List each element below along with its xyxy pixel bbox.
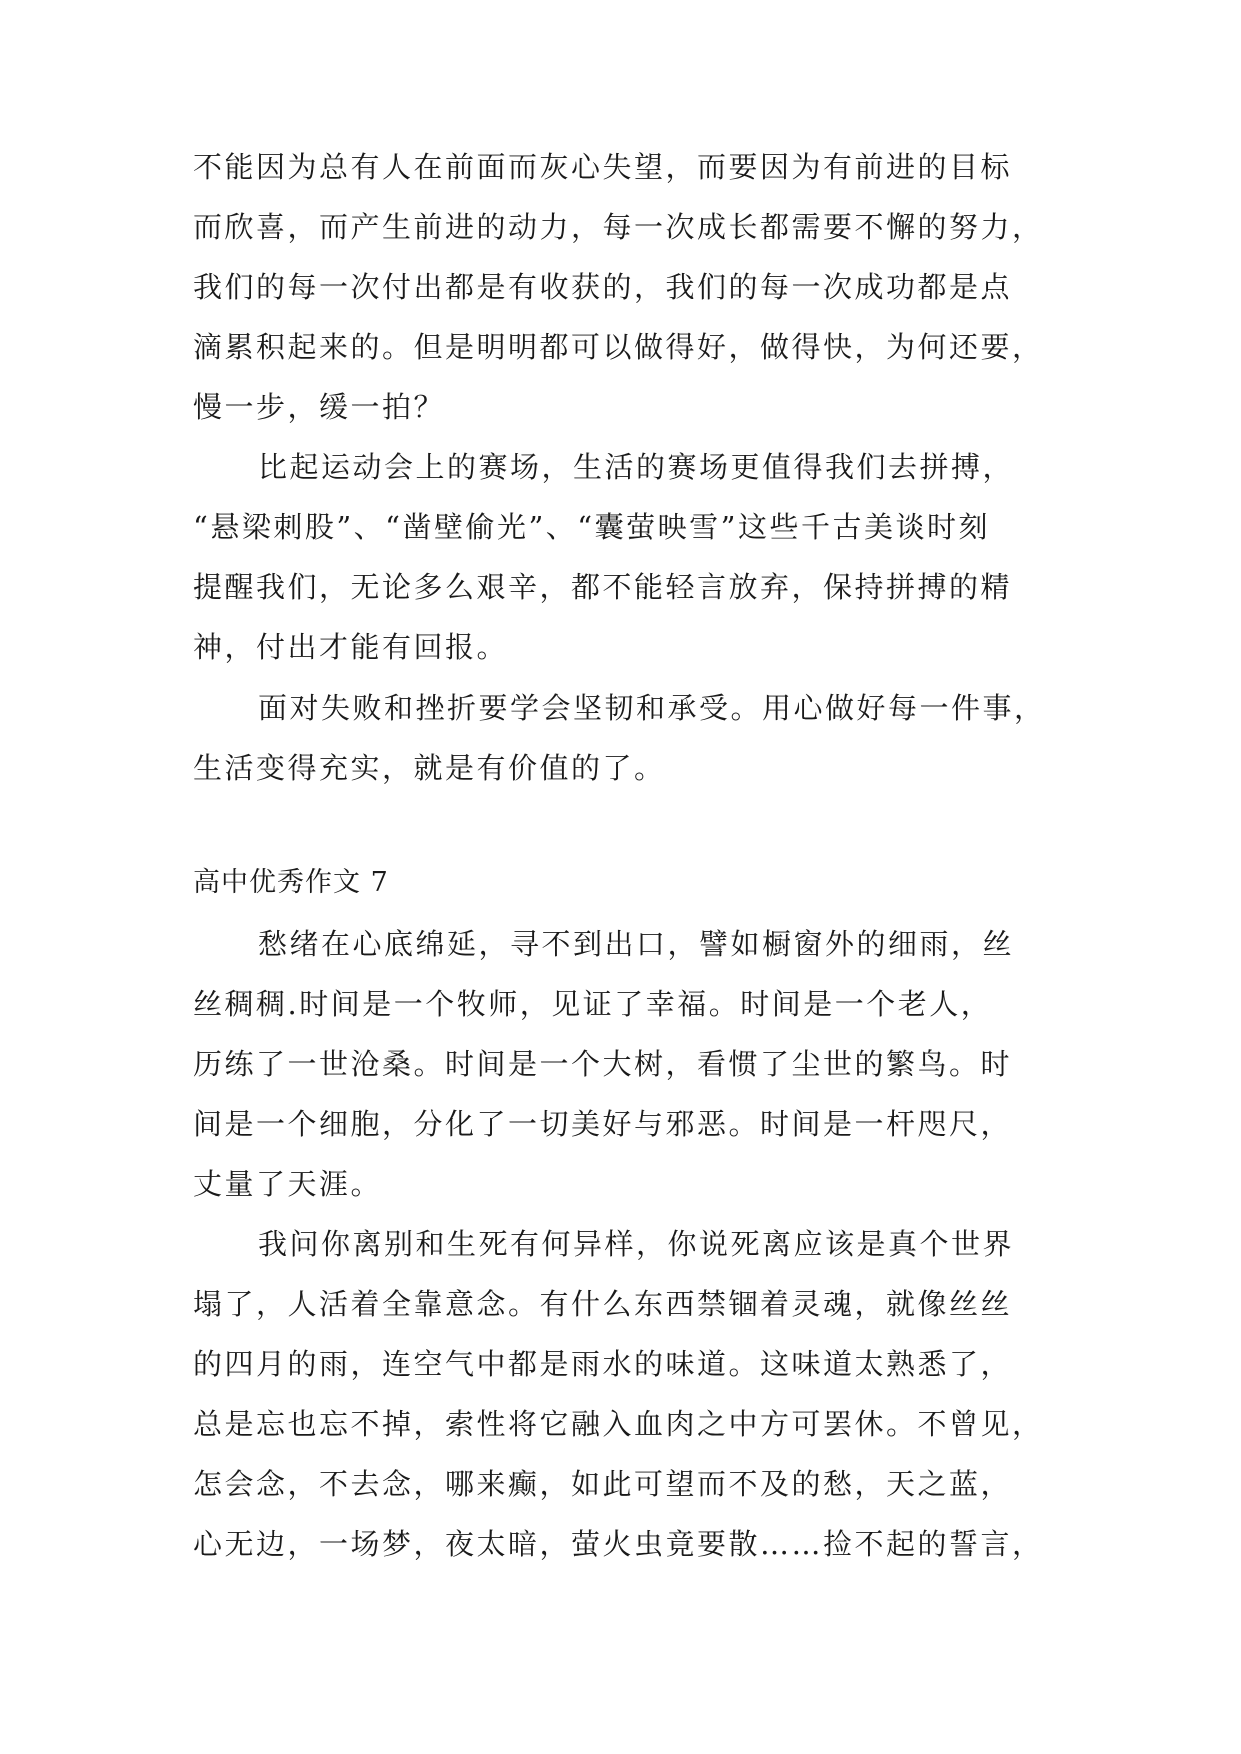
- text-line: 比起运动会上的赛场，生活的赛场更值得我们去拼搏，: [258, 450, 1015, 484]
- text-line: 神，付出才能有回报。: [193, 630, 509, 664]
- text-line: 不能因为总有人在前面而灰心失望，而要因为有前进的目标: [193, 150, 1013, 184]
- text-line: 历练了一世沧桑。时间是一个大树，看惯了尘世的繁鸟。时: [193, 1047, 1013, 1081]
- text-line: 生活变得充实，就是有价值的了。: [193, 751, 666, 785]
- text-line: 我们的每一次付出都是有收获的，我们的每一次成功都是点: [193, 270, 1013, 304]
- text-line: 怎会念，不去念，哪来癫，如此可望而不及的愁，天之蓝，: [193, 1467, 1013, 1501]
- text-line: 我问你离别和生死有何异样，你说死离应该是真个世界: [258, 1227, 1015, 1261]
- text-line: 塌了，人活着全靠意念。有什么东西禁锢着灵魂，就像丝丝: [193, 1287, 1013, 1321]
- text-line: 心无边，一场梦，夜太暗，萤火虫竟要散……捡不起的誓言，: [193, 1527, 1044, 1561]
- text-line: 总是忘也忘不掉，索性将它融入血肉之中方可罢休。不曾见，: [193, 1407, 1044, 1441]
- text-line: 丈量了天涯。: [193, 1167, 383, 1201]
- text-line: 慢一步，缓一拍？: [193, 390, 446, 424]
- text-line: 丝稠稠.时间是一个牧师，见证了幸福。时间是一个老人，: [193, 987, 993, 1021]
- text-line: 而欣喜，而产生前进的动力，每一次成长都需要不懈的努力，: [193, 210, 1044, 244]
- text-line: 的四月的雨，连空气中都是雨水的味道。这味道太熟悉了，: [193, 1347, 1013, 1381]
- text-line: 面对失败和挫折要学会坚韧和承受。用心做好每一件事，: [258, 691, 1046, 725]
- text-line: 提醒我们，无论多么艰辛，都不能轻言放弃，保持拼搏的精: [193, 570, 1013, 604]
- section-heading: 高中优秀作文 7: [193, 867, 389, 898]
- text-line: 间是一个细胞，分化了一切美好与邪恶。时间是一杆咫尺，: [193, 1107, 1013, 1141]
- text-line: 滴累积起来的。但是明明都可以做得好，做得快，为何还要，: [193, 330, 1044, 364]
- text-line: 愁绪在心底绵延，寻不到出口，譬如橱窗外的细雨，丝: [258, 927, 1015, 961]
- text-line: “悬梁刺股”、“凿壁偷光”、“囊萤映雪”这些千古美谈时刻: [193, 510, 990, 544]
